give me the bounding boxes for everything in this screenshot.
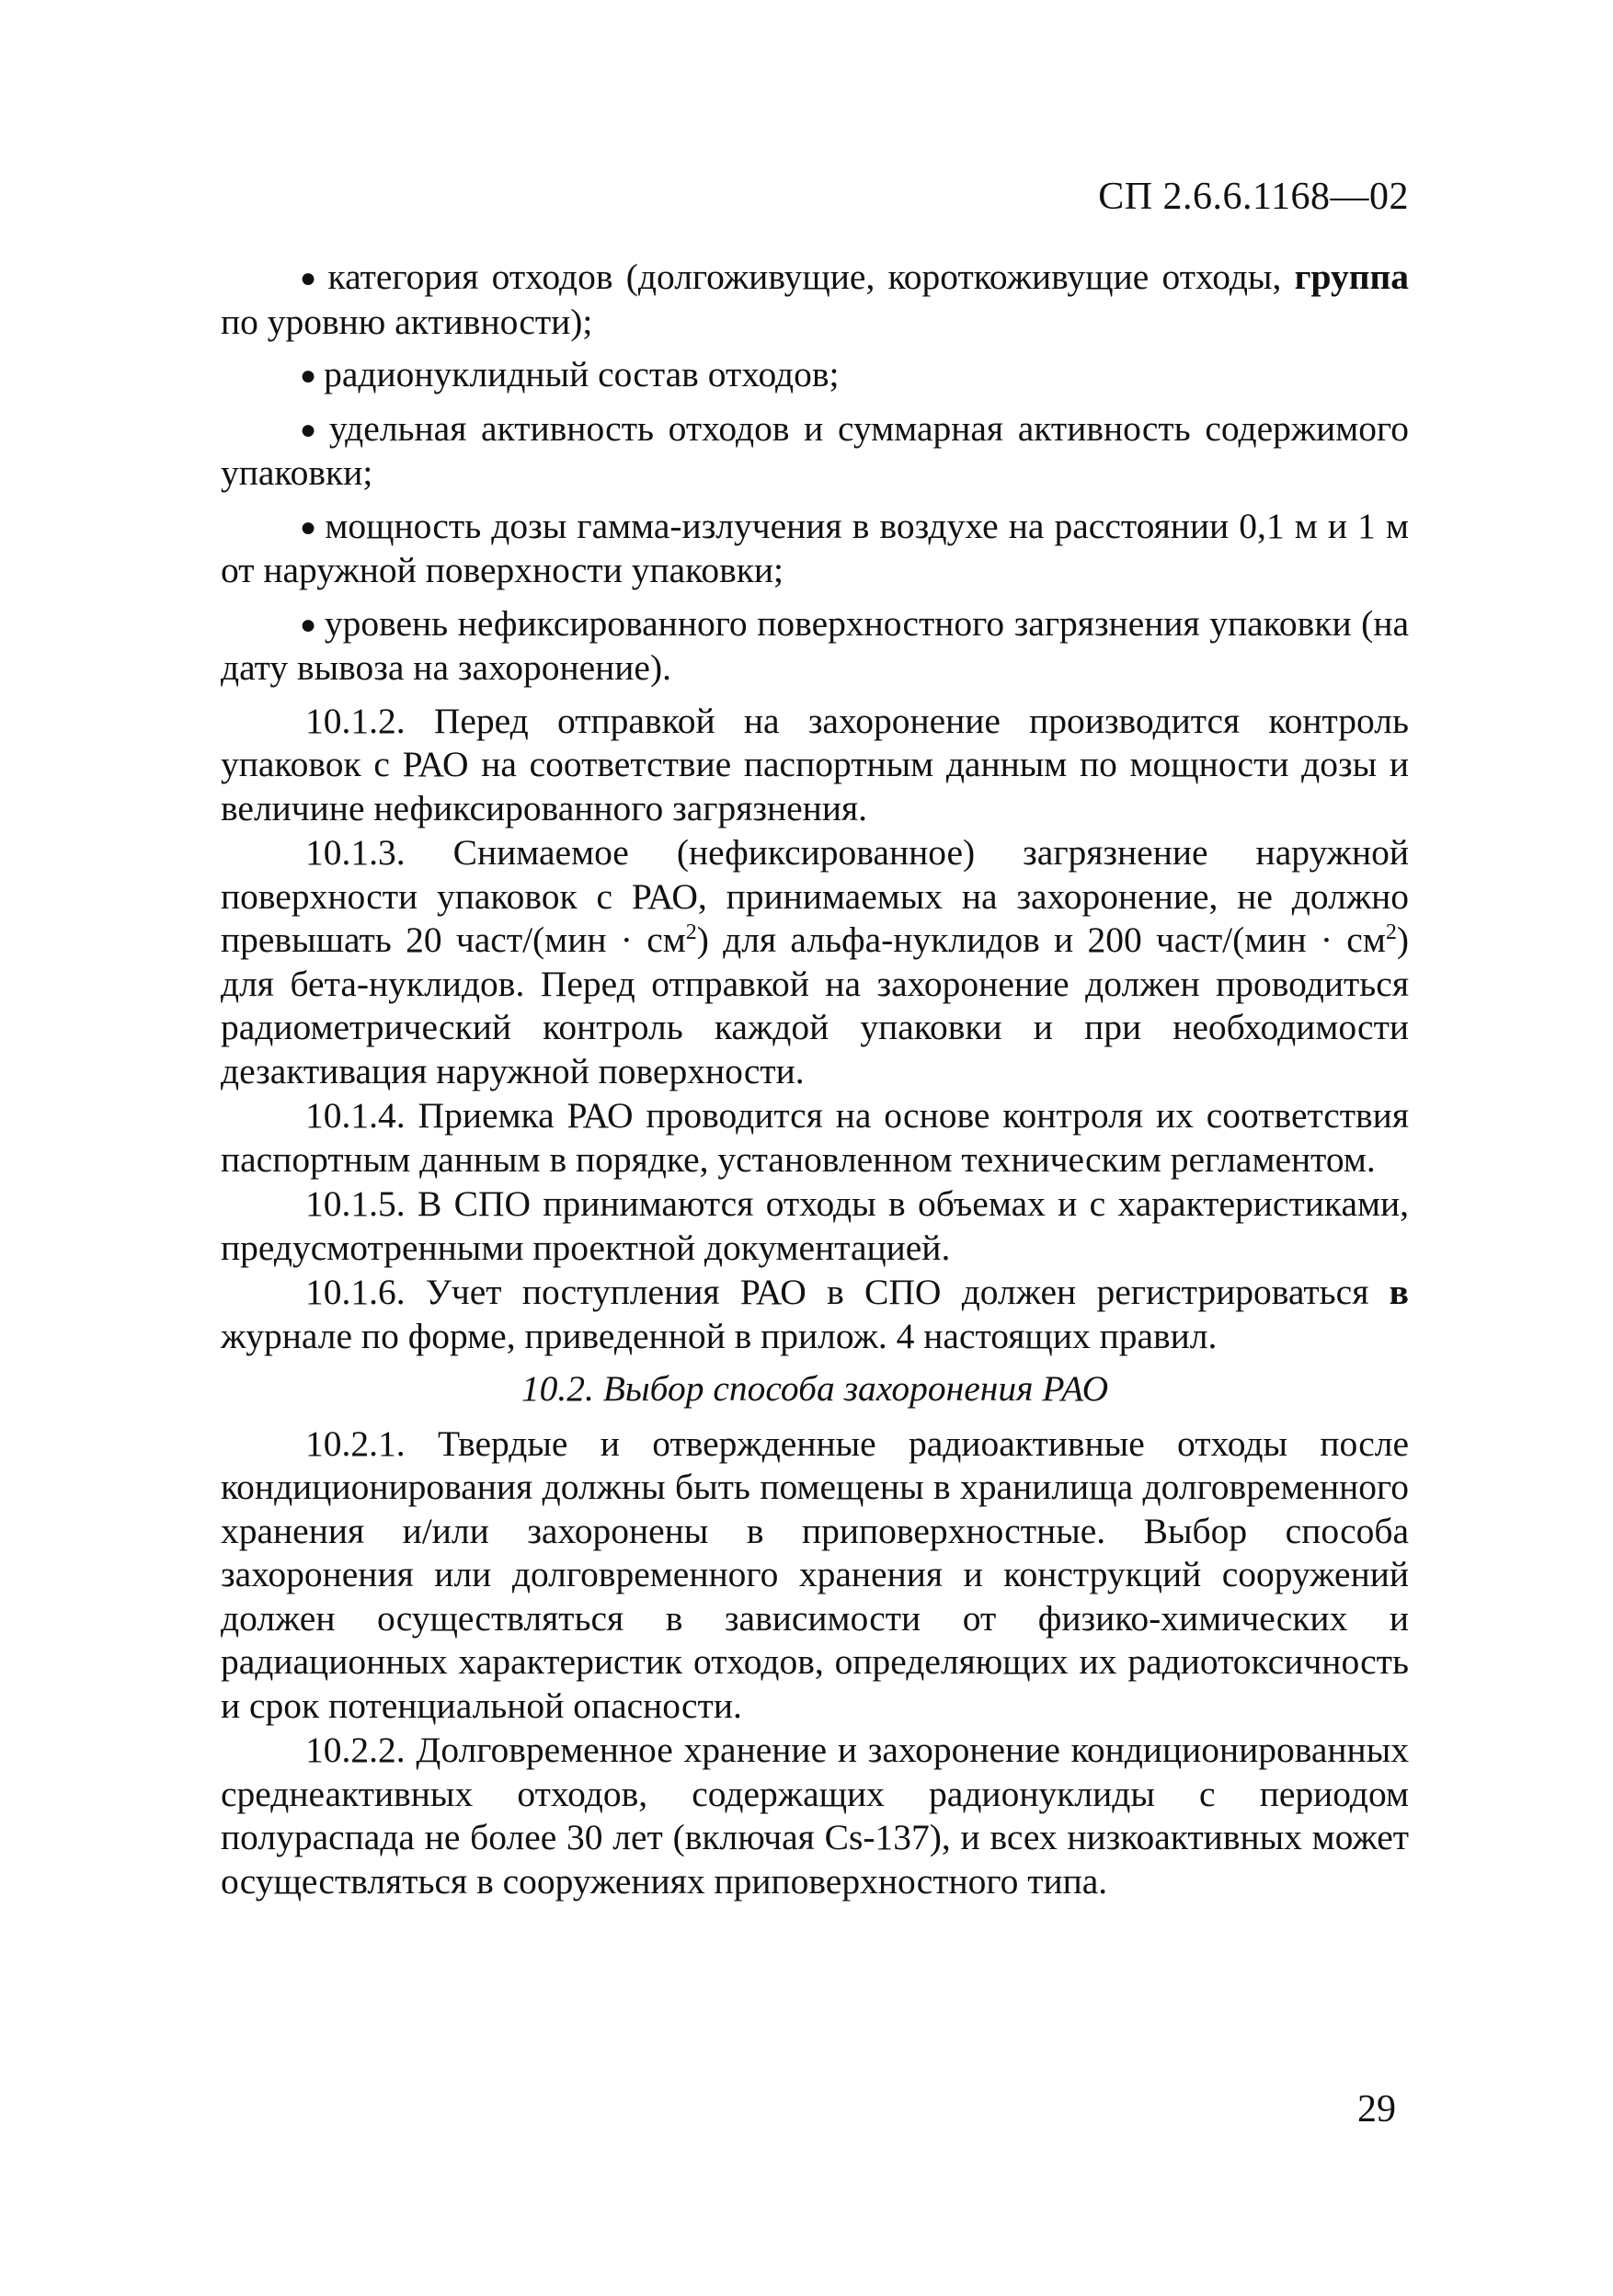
paragraph-10-1-2: 10.1.2. Перед отправкой на захоронение производится контроль упаковок с РАО на соответствие паспортным данным по мощности дозы и величине нефиксированного загрязнения. [221,700,1409,828]
bullet-item [221,407,1409,496]
bullet-item [221,602,1409,691]
bullet-text-bold: группа [1294,257,1409,297]
bullet-dot-icon: ● [300,511,318,543]
bullet-text: категория отходов (долгоживущие, короткоживущие отходы, [327,257,1295,297]
bullet-text: мощность дозы гамма-излучения в воздухе на расстоянии 0,1 м и 1 м от наружной поверхности упаковки; [221,505,1409,590]
bullet-text: уровень нефиксированного поверхностного загрязнения упаковки (на дату вывоза на захоронение). [221,602,1409,688]
paragraph-text-bold: в [1389,1272,1409,1312]
page-number: 29 [1357,2088,1396,2130]
paragraph-text: журнале по форме, приведенной в прилож. 4 настоящих правил. [221,1315,1218,1356]
bullet-dot-icon: ● [300,360,317,391]
bullet-item [221,353,1409,398]
paragraph-text: 10.1.6. Учет поступления РАО в СПО должен регистрироваться [305,1272,1390,1312]
paragraph-text: ) для бета-нуклидов. Перед отправкой на захоронение должен проводиться радиометрический контроль каждой упаковки и при необходимости дезактивация наружной поверхности. [221,920,1409,1091]
paragraph-text: 10.1.3. Снимаемое (нефиксированное) загрязнение наружной поверхности упаковок с РАО, принимаемых на захоронение, не должно превышать 20 част/(мин · см [221,832,1409,960]
bullet-text: радионуклидный состав отходов; [324,354,840,394]
superscript: 2 [685,920,697,944]
bullet-dot-icon: ● [300,609,317,640]
bullet-text: по уровню активности); [221,301,593,342]
paragraph-10-1-5: 10.1.5. В СПО принимаются отходы в объемах и с характеристиками, предусмотренными проектной документацией. [221,1183,1409,1268]
bullet-text: удельная активность отходов и суммарная активность содержимого упаковки; [221,407,1409,493]
paragraph-text: ) для альфа-нуклидов и 200 част/(мин · см [696,920,1386,960]
document-body [221,256,1409,1904]
paragraph-10-1-4: 10.1.4. Приемка РАО проводится на основе контроля их соответствия паспортным данным в порядке, установленном техническим регламентом. [221,1095,1409,1180]
bullet-dot-icon: ● [300,263,321,293]
paragraph-10-2-1: 10.2.1. Твердые и отвержденные радиоактивные отходы после кондиционирования должны быть помещены в хранилища долговременного хранения и/или захоронены в приповерхностные. Выбор способа захоронения или долговременного хранения и конструкций сооружений должен осуществляться в зависимости от физико-химических и радиационных характеристик отходов, определяющих их радиотоксичность и срок потенциальной опасности. [221,1422,1409,1726]
paragraph-10-1-3 [221,831,1409,1093]
superscript: 2 [1385,920,1397,944]
bullet-item [221,505,1409,593]
bullet-item [221,256,1409,344]
paragraph-10-1-6 [221,1271,1409,1358]
paragraph-10-2-2: 10.2.2. Долговременное хранение и захоронение кондиционированных среднеактивных отходов, содержащих радионуклиды с периодом полураспада не более 30 лет (включая Cs-137), и всех низкоактивных может осуществляться в сооружениях приповерхностного типа. [221,1730,1409,1902]
bullet-dot-icon: ● [300,414,322,445]
section-heading-10-2: 10.2. Выбор способа захоронения РАО [521,1368,1109,1409]
document-code: СП 2.6.6.1168—02 [1098,176,1409,218]
